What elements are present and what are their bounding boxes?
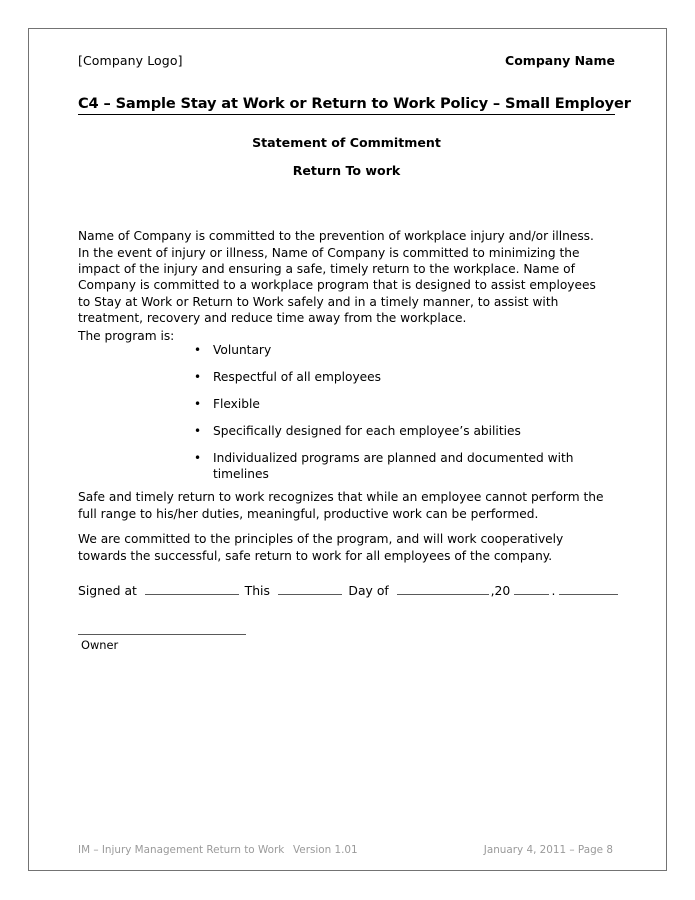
day-of-label: Day of (348, 583, 389, 598)
bullet-icon: • (194, 343, 202, 357)
list-item (78, 342, 608, 369)
intro-paragraph: Name of Company is committed to the prevention of workplace injury and/or illness. In the event of injury or illness, Name of Company is committed to minimizing the impact of the injury and ensuring a safe, timely return to the workplace. Name of Company is committed to a workplace program that is designed to assist employees to Stay at Work or Return to Work safely and in a timely manner, to assist with treatment, recovery and reduce time away from the workplace. (78, 229, 596, 326)
signature-trailing-field[interactable] (559, 581, 618, 595)
document-header (78, 53, 615, 68)
subtitle-statement-of-commitment: Statement of Commitment (252, 135, 441, 150)
bullet-icon: • (194, 451, 202, 465)
document-footer (78, 844, 615, 856)
list-item-label: Respectful of all employees (213, 370, 382, 384)
list-item-label: Flexible (213, 397, 260, 411)
company-logo-placeholder: [Company Logo] (78, 53, 183, 68)
list-item (78, 423, 608, 450)
list-item (78, 369, 608, 396)
page-title: C4 – Sample Stay at Work or Return to Work Policy – Small Employer (78, 95, 615, 115)
subtitle-return-to-work: Return To work (292, 163, 401, 178)
list-item (78, 396, 608, 423)
bullet-icon: • (194, 424, 202, 438)
day-field[interactable] (278, 581, 342, 595)
list-item-label: Individualized programs are planned and documented with timelines (213, 451, 574, 481)
footer-document-name: IM – Injury Management Return to Work (78, 844, 285, 856)
list-item-label: Specifically designed for each employee’s abilities (213, 424, 521, 438)
owner-label: Owner (81, 638, 119, 652)
program-attributes-list (78, 342, 608, 481)
footer-date-page: January 4, 2011 – Page 8 (483, 844, 613, 856)
list-item-label: Voluntary (213, 343, 272, 357)
page-content-area (78, 29, 631, 870)
company-name-label: Company Name (505, 53, 615, 68)
period-separator: . (551, 583, 556, 598)
list-item (78, 450, 608, 481)
bullet-icon: • (194, 370, 202, 384)
month-field[interactable] (397, 581, 489, 595)
program-lead-in-text: The program is: (78, 329, 175, 344)
owner-signature-field[interactable] (78, 633, 246, 635)
safe-return-paragraph: Safe and timely return to work recognizes that while an employee cannot perform the full range to his/her duties, meaningful, productive work can be performed. (78, 490, 604, 521)
year-field[interactable] (514, 581, 549, 595)
signature-line-row (78, 581, 618, 598)
year-prefix-label: 20 (494, 583, 511, 598)
commitment-paragraph: We are committed to the principles of the program, and will work cooperatively towards the successful, safe return to work for all employees of the company. (78, 532, 564, 563)
signed-at-place-field[interactable] (145, 581, 239, 595)
owner-signature-block (78, 633, 278, 652)
bullet-icon: • (194, 397, 202, 411)
document-page (28, 28, 667, 871)
footer-version: Version 1.01 (293, 844, 358, 856)
this-label: This (244, 583, 270, 598)
comma-separator: , (490, 583, 495, 598)
signed-at-label: Signed at (78, 583, 137, 598)
